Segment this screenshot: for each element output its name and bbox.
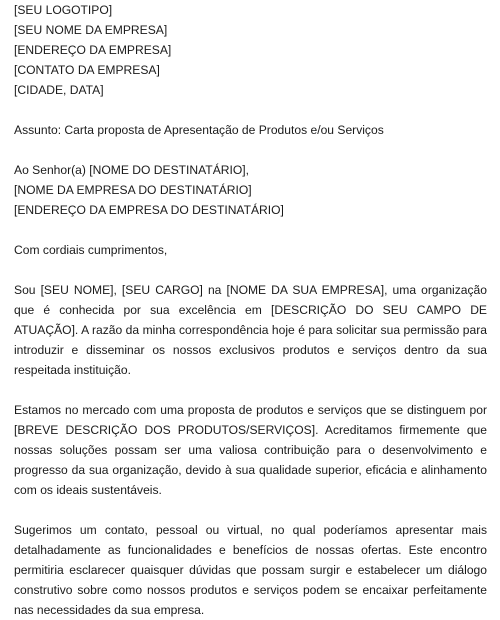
body-paragraph-products: Estamos no mercado com uma proposta de produtos e serviços que se distinguem por [BREVE DESCRIÇÃO DOS PRODUTOS/SERVIÇOS]. Acreditamos firmemente que nossas soluções possam ser uma valiosa contribuição para o desenvolvimento e progresso da sua organização, devido à sua qualidade superior, eficácia e alinhamento com os ideais sustentáveis. — [14, 403, 487, 497]
spacer — [14, 260, 487, 280]
subject-line: Assunto: Carta proposta de Apresentação de Produtos e/ou Serviços — [14, 123, 384, 137]
spacer — [14, 220, 487, 240]
spacer — [14, 500, 487, 520]
sender-company-name: [SEU NOME DA EMPRESA] — [14, 23, 168, 37]
spacer — [14, 100, 487, 120]
body-paragraph-introduction: Sou [SEU NOME], [SEU CARGO] na [NOME DA SUA EMPRESA], uma organização que é conhecida por sua excelência em [DESCRIÇÃO DO SEU CAMPO DE ATUAÇÃO]. A razão da minha correspondência hoje é para solicitar sua permissão para introduzir e disseminar os nossos exclusivos produtos e serviços dentro da sua respeitada instituição. — [14, 283, 487, 377]
sender-city-date: [CIDADE, DATA] — [14, 83, 104, 97]
spacer — [14, 380, 487, 400]
recipient-block — [14, 160, 487, 220]
recipient-address: [ENDEREÇO DA EMPRESA DO DESTINATÁRIO] — [14, 203, 284, 217]
spacer — [14, 140, 487, 160]
sender-company-contact: [CONTATO DA EMPRESA] — [14, 63, 160, 77]
letter-document — [14, 0, 487, 620]
greeting: Com cordiais cumprimentos, — [14, 243, 168, 257]
recipient-company: [NOME DA EMPRESA DO DESTINATÁRIO] — [14, 183, 252, 197]
sender-company-address: [ENDEREÇO DA EMPRESA] — [14, 43, 172, 57]
body-paragraph-meeting: Sugerimos um contato, pessoal ou virtual, no qual poderíamos apresentar mais detalhadamente as funcionalidades e benefícios de nossas ofertas. Este encontro permitiria esclarecer quaisquer dúvidas que possam surgir e estabelecer um diálogo construtivo sobre como nossos produtos e serviços podem se encaixar perfeitamente nas necessidades da sua empresa. — [14, 523, 487, 617]
sender-logo-placeholder: [SEU LOGOTIPO] — [14, 3, 113, 17]
recipient-name: Ao Senhor(a) [NOME DO DESTINATÁRIO], — [14, 163, 249, 177]
sender-header — [14, 0, 487, 100]
